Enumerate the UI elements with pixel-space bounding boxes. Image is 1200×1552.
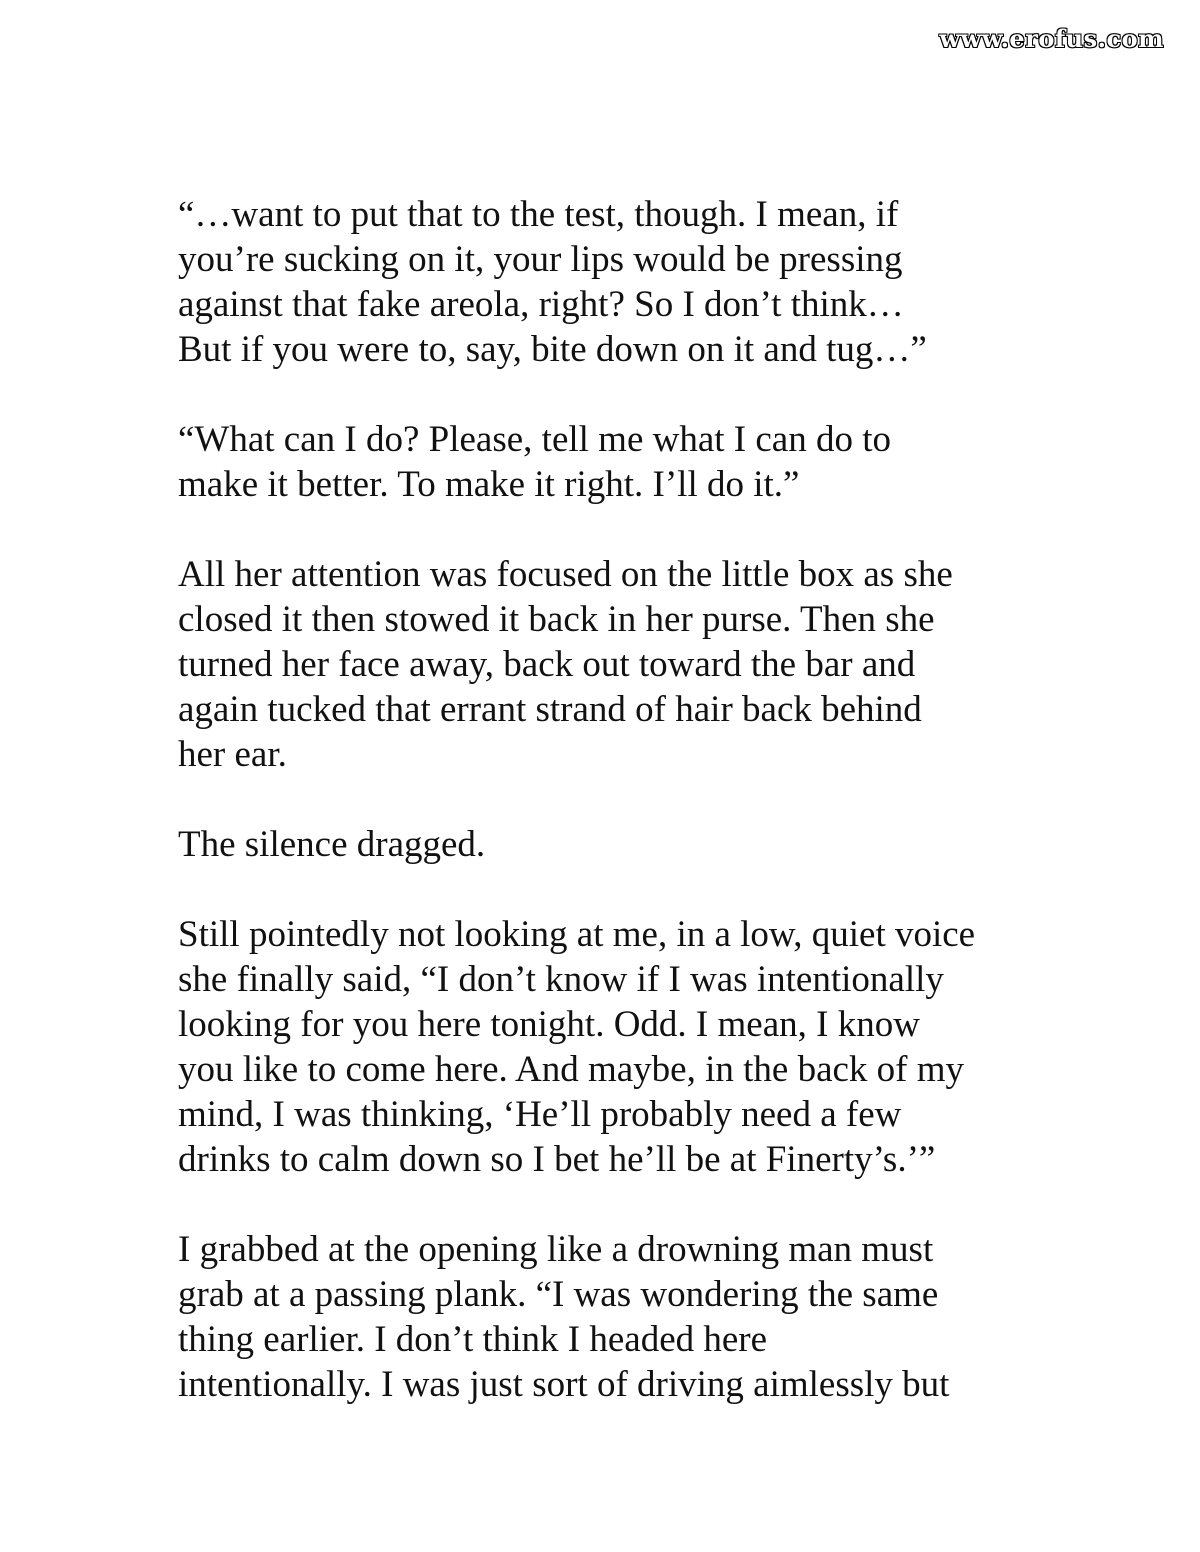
paragraph: [178, 417, 1078, 507]
text-line: “…want to put that to the test, though. I mean, if: [178, 194, 899, 235]
text-line: But if you were to, say, bite down on it and tug…”: [178, 329, 927, 370]
text-line: mind, I was thinking, ‘He’ll probably need a few: [178, 1094, 902, 1135]
text-line: Still pointedly not looking at me, in a low, quiet voice: [178, 914, 976, 955]
text-line: closed it then stowed it back in her purse. Then she: [178, 599, 935, 640]
text-line: her ear.: [178, 734, 287, 775]
text-line: All her attention was focused on the little box as she: [178, 554, 953, 595]
paragraph: [178, 1227, 1078, 1407]
paragraph: [178, 192, 1078, 372]
paragraph: [178, 552, 1078, 777]
text-line: “What can I do? Please, tell me what I can do to: [178, 419, 891, 460]
page-text: [178, 192, 1078, 1407]
text-line: turned her face away, back out toward the bar and: [178, 644, 916, 685]
watermark: www.erofus.com: [939, 24, 1164, 53]
text-line: make it better. To make it right. I’ll do it.”: [178, 464, 800, 505]
text-line: against that fake areola, right? So I don’t think…: [178, 284, 904, 325]
text-line: thing earlier. I don’t think I headed here: [178, 1319, 768, 1360]
text-line: intentionally. I was just sort of driving aimlessly but: [178, 1364, 950, 1405]
text-line: again tucked that errant strand of hair back behind: [178, 689, 922, 730]
text-line: she finally said, “I don’t know if I was intentionally: [178, 959, 944, 1000]
paragraph: [178, 912, 1078, 1182]
text-line: I grabbed at the opening like a drowning man must: [178, 1229, 934, 1270]
text-line: you’re sucking on it, your lips would be pressing: [178, 239, 903, 280]
text-line: you like to come here. And maybe, in the back of my: [178, 1049, 965, 1090]
text-line: looking for you here tonight. Odd. I mean, I know: [178, 1004, 920, 1045]
paragraph: [178, 822, 1078, 867]
text-line: The silence dragged.: [178, 824, 486, 865]
text-line: grab at a passing plank. “I was wondering the same: [178, 1274, 939, 1315]
text-line: drinks to calm down so I bet he’ll be at Finerty’s.’”: [178, 1139, 936, 1180]
